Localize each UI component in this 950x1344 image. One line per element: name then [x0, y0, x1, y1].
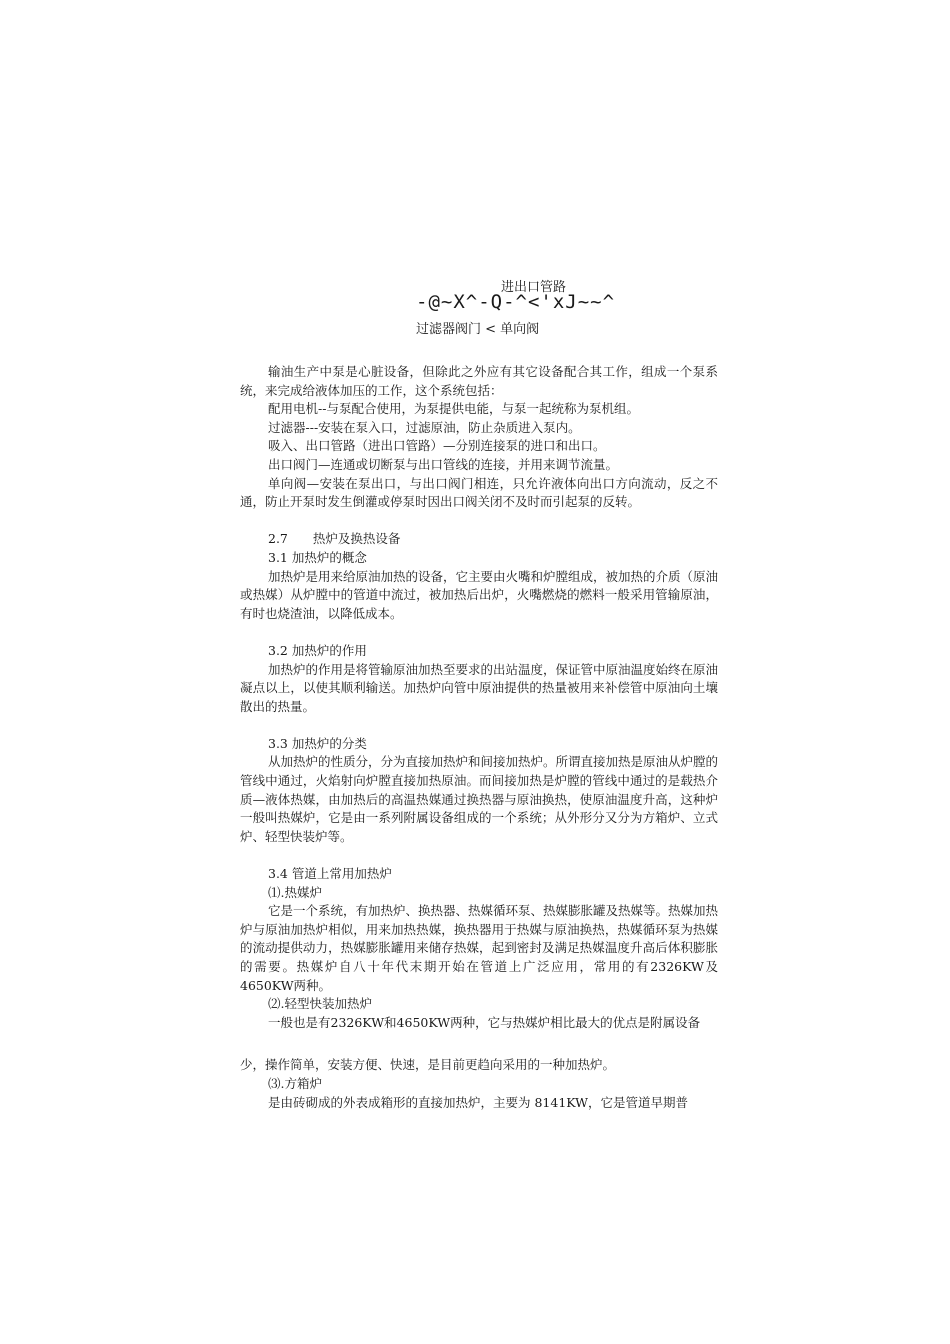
subsection-3-1-title: 3.1 加热炉的概念	[268, 549, 367, 565]
document-body	[240, 363, 718, 1112]
diagram-label-inlet-outlet-pipe: 进出口管路	[501, 280, 567, 295]
subsection-3-3-text: 从加热炉的性质分，分为直接加热炉和间接加热炉。所谓直接加热是原油从炉膛的管线中通过，火焰射向炉膛直接加热原油。而间接加热是炉膛的管线中通过的是载热介质—液体热媒，由加热后的高温热媒通过换热器与原油换热，使原油温度升高，这种炉一般叫热媒炉，它是由一系列附属设备组成的一个系统；从外形分又分为方箱炉、立式炉、轻型快装炉等。	[240, 754, 719, 844]
subsection-3-2-text: 加热炉的作用是将管输原油加热至要求的出站温度，保证管中原油温度始终在原油凝点以上，以使其顺利输送。加热炉向管中原油提供的热量被用来补偿管中原油向土壤散出的热量。	[240, 661, 719, 714]
intro-motor: 配用电机--与泵配合使用，为泵提供电能，与泵一起统称为泵机组。	[268, 401, 639, 417]
subsection-3-4-title: 3.4 管道上常用加热炉	[268, 866, 392, 882]
spacer	[240, 512, 718, 531]
spacer	[240, 716, 718, 735]
section-heading: 2.7 热炉及换热设备	[268, 531, 401, 547]
item-2-text-a: 一般也是有2326KW和4650KW两种，它与热媒炉相比最大的优点是附属设备	[268, 1014, 701, 1030]
diagram-symbol-line: -@~X^-Q-^<'xJ~~^	[416, 291, 616, 313]
item-1-text: 它是一个系统，有加热炉、换热器、热媒循环泵、热媒膨胀罐及热媒等。热媒加热炉与原油加热炉相似，用来加热热媒，换热器用于热媒与原油换热，热媒循环泵为热媒的流动提供动力，热媒膨胀罐用来储存热媒，起到密封及满足热媒温度升高后体积膨胀的需要。热媒炉自八十年代末期开始在管道上广泛应用，常用的有2326KW及4650KW两种。	[240, 903, 719, 993]
spacer	[240, 1032, 718, 1056]
subsection-3-2-title: 3.2 加热炉的作用	[268, 642, 367, 658]
intro-check-valve: 单向阀—安装在泵出口，与出口阀门相连，只允许液体向出口方向流动，反之不通，防止开泵时发生倒灌或停泵时因出口阀关闭不及时而引起泵的反转。	[240, 475, 718, 510]
intro-outlet-valve: 出口阀门—连通或切断泵与出口管线的连接，并用来调节流量。	[268, 456, 619, 472]
subsection-3-1-text: 加热炉是用来给原油加热的设备，它主要由火嘴和炉膛组成，被加热的介质（原油或热媒）从炉膛中的管道中流过，被加热后出炉，火嘴燃烧的燃料一般采用管输原油，有时也烧渣油，以降低成本。	[240, 568, 719, 621]
item-1-title: ⑴.热媒炉	[268, 884, 322, 900]
item-2-title: ⑵.轻型快装加热炉	[268, 996, 372, 1012]
intro-pipes: 吸入、出口管路（进出口管路）—分别连接泵的进口和出口。	[268, 438, 606, 454]
subsection-3-3-title: 3.3 加热炉的分类	[268, 735, 367, 751]
item-2-text-b: 少，操作简单，安装方便、快速，是目前更趋向采用的一种加热炉。	[240, 1057, 616, 1073]
spacer	[240, 623, 718, 642]
item-3-title: ⑶.方箱炉	[268, 1075, 322, 1091]
diagram-label-filter-valves: 过滤器阀门 < 单向阀	[416, 322, 540, 337]
spacer	[240, 846, 718, 865]
intro-filter: 过滤器---安装在泵入口，过滤原油，防止杂质进入泵内。	[268, 419, 581, 435]
intro-paragraph: 输油生产中泵是心脏设备，但除此之外应有其它设备配合其工作，组成一个泵系统，来完成给液体加压的工作，这个系统包括：	[240, 364, 718, 398]
item-3-text: 是由砖砌成的外表成箱形的直接加热炉，主要为 8141KW，它是管道早期普	[268, 1094, 689, 1110]
